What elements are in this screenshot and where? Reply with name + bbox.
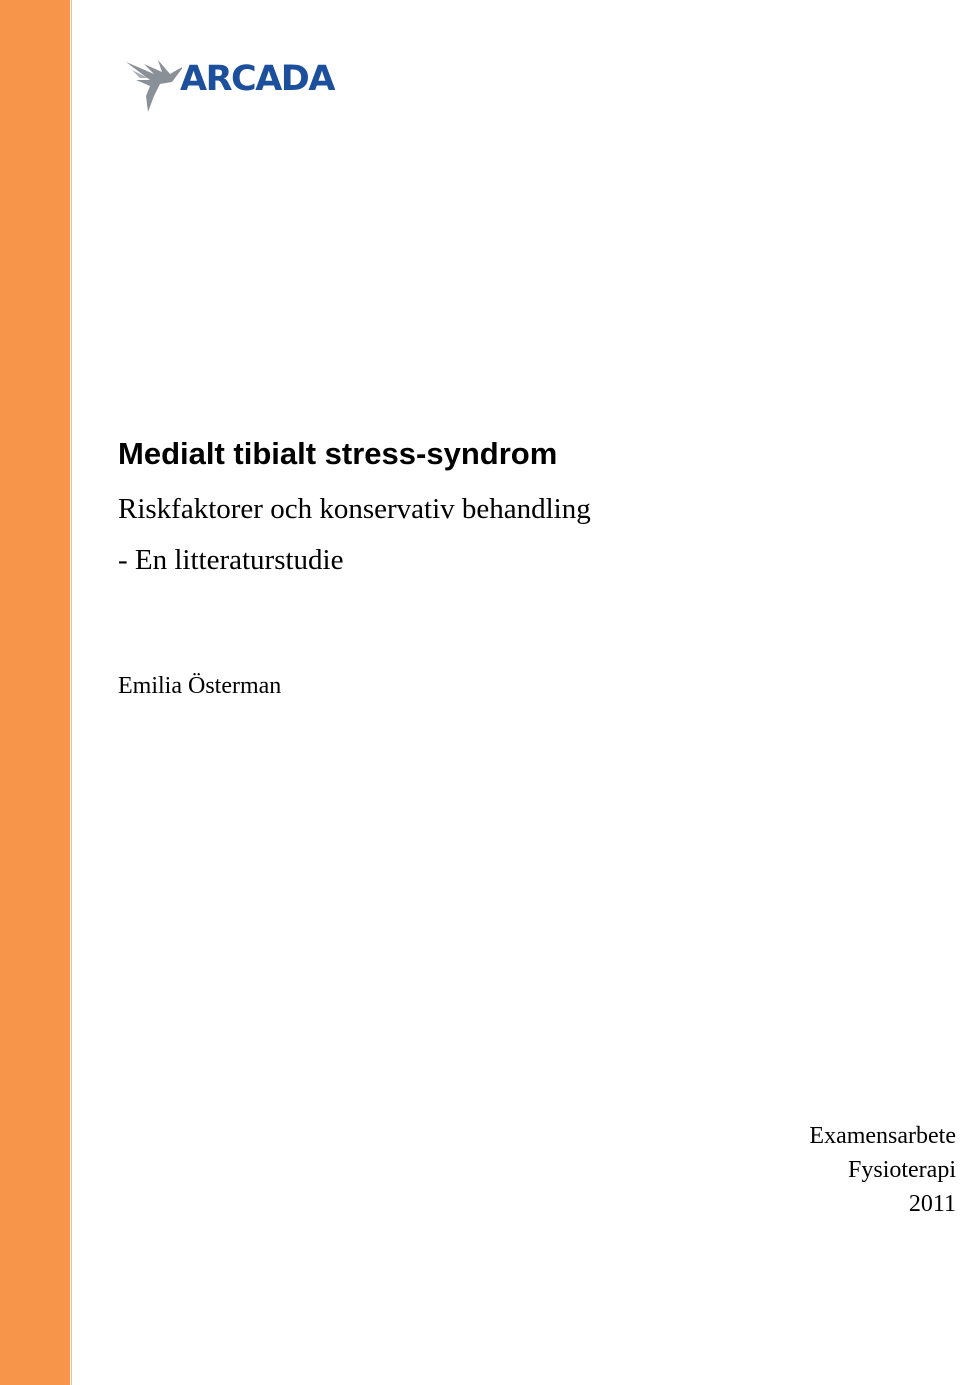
arcada-bird-icon — [124, 56, 182, 114]
publication-year: 2011 — [908, 1191, 956, 1217]
stripe-edge-line — [71, 0, 72, 1385]
subtitle-line-1: Riskfaktorer och konservativ behandling — [118, 493, 591, 525]
author-name: Emilia Österman — [118, 673, 282, 699]
document-title: Medialt tibialt stress-syndrom — [118, 436, 558, 471]
study-program: Fysioterapi — [848, 1157, 956, 1183]
document-meta — [809, 1119, 956, 1221]
arcada-logo — [124, 56, 354, 116]
logo-text: ARCADA — [180, 59, 334, 99]
orange-side-stripe — [0, 0, 70, 1385]
thesis-type: Examensarbete — [809, 1123, 956, 1149]
subtitle-line-2: - En litteraturstudie — [118, 544, 344, 576]
